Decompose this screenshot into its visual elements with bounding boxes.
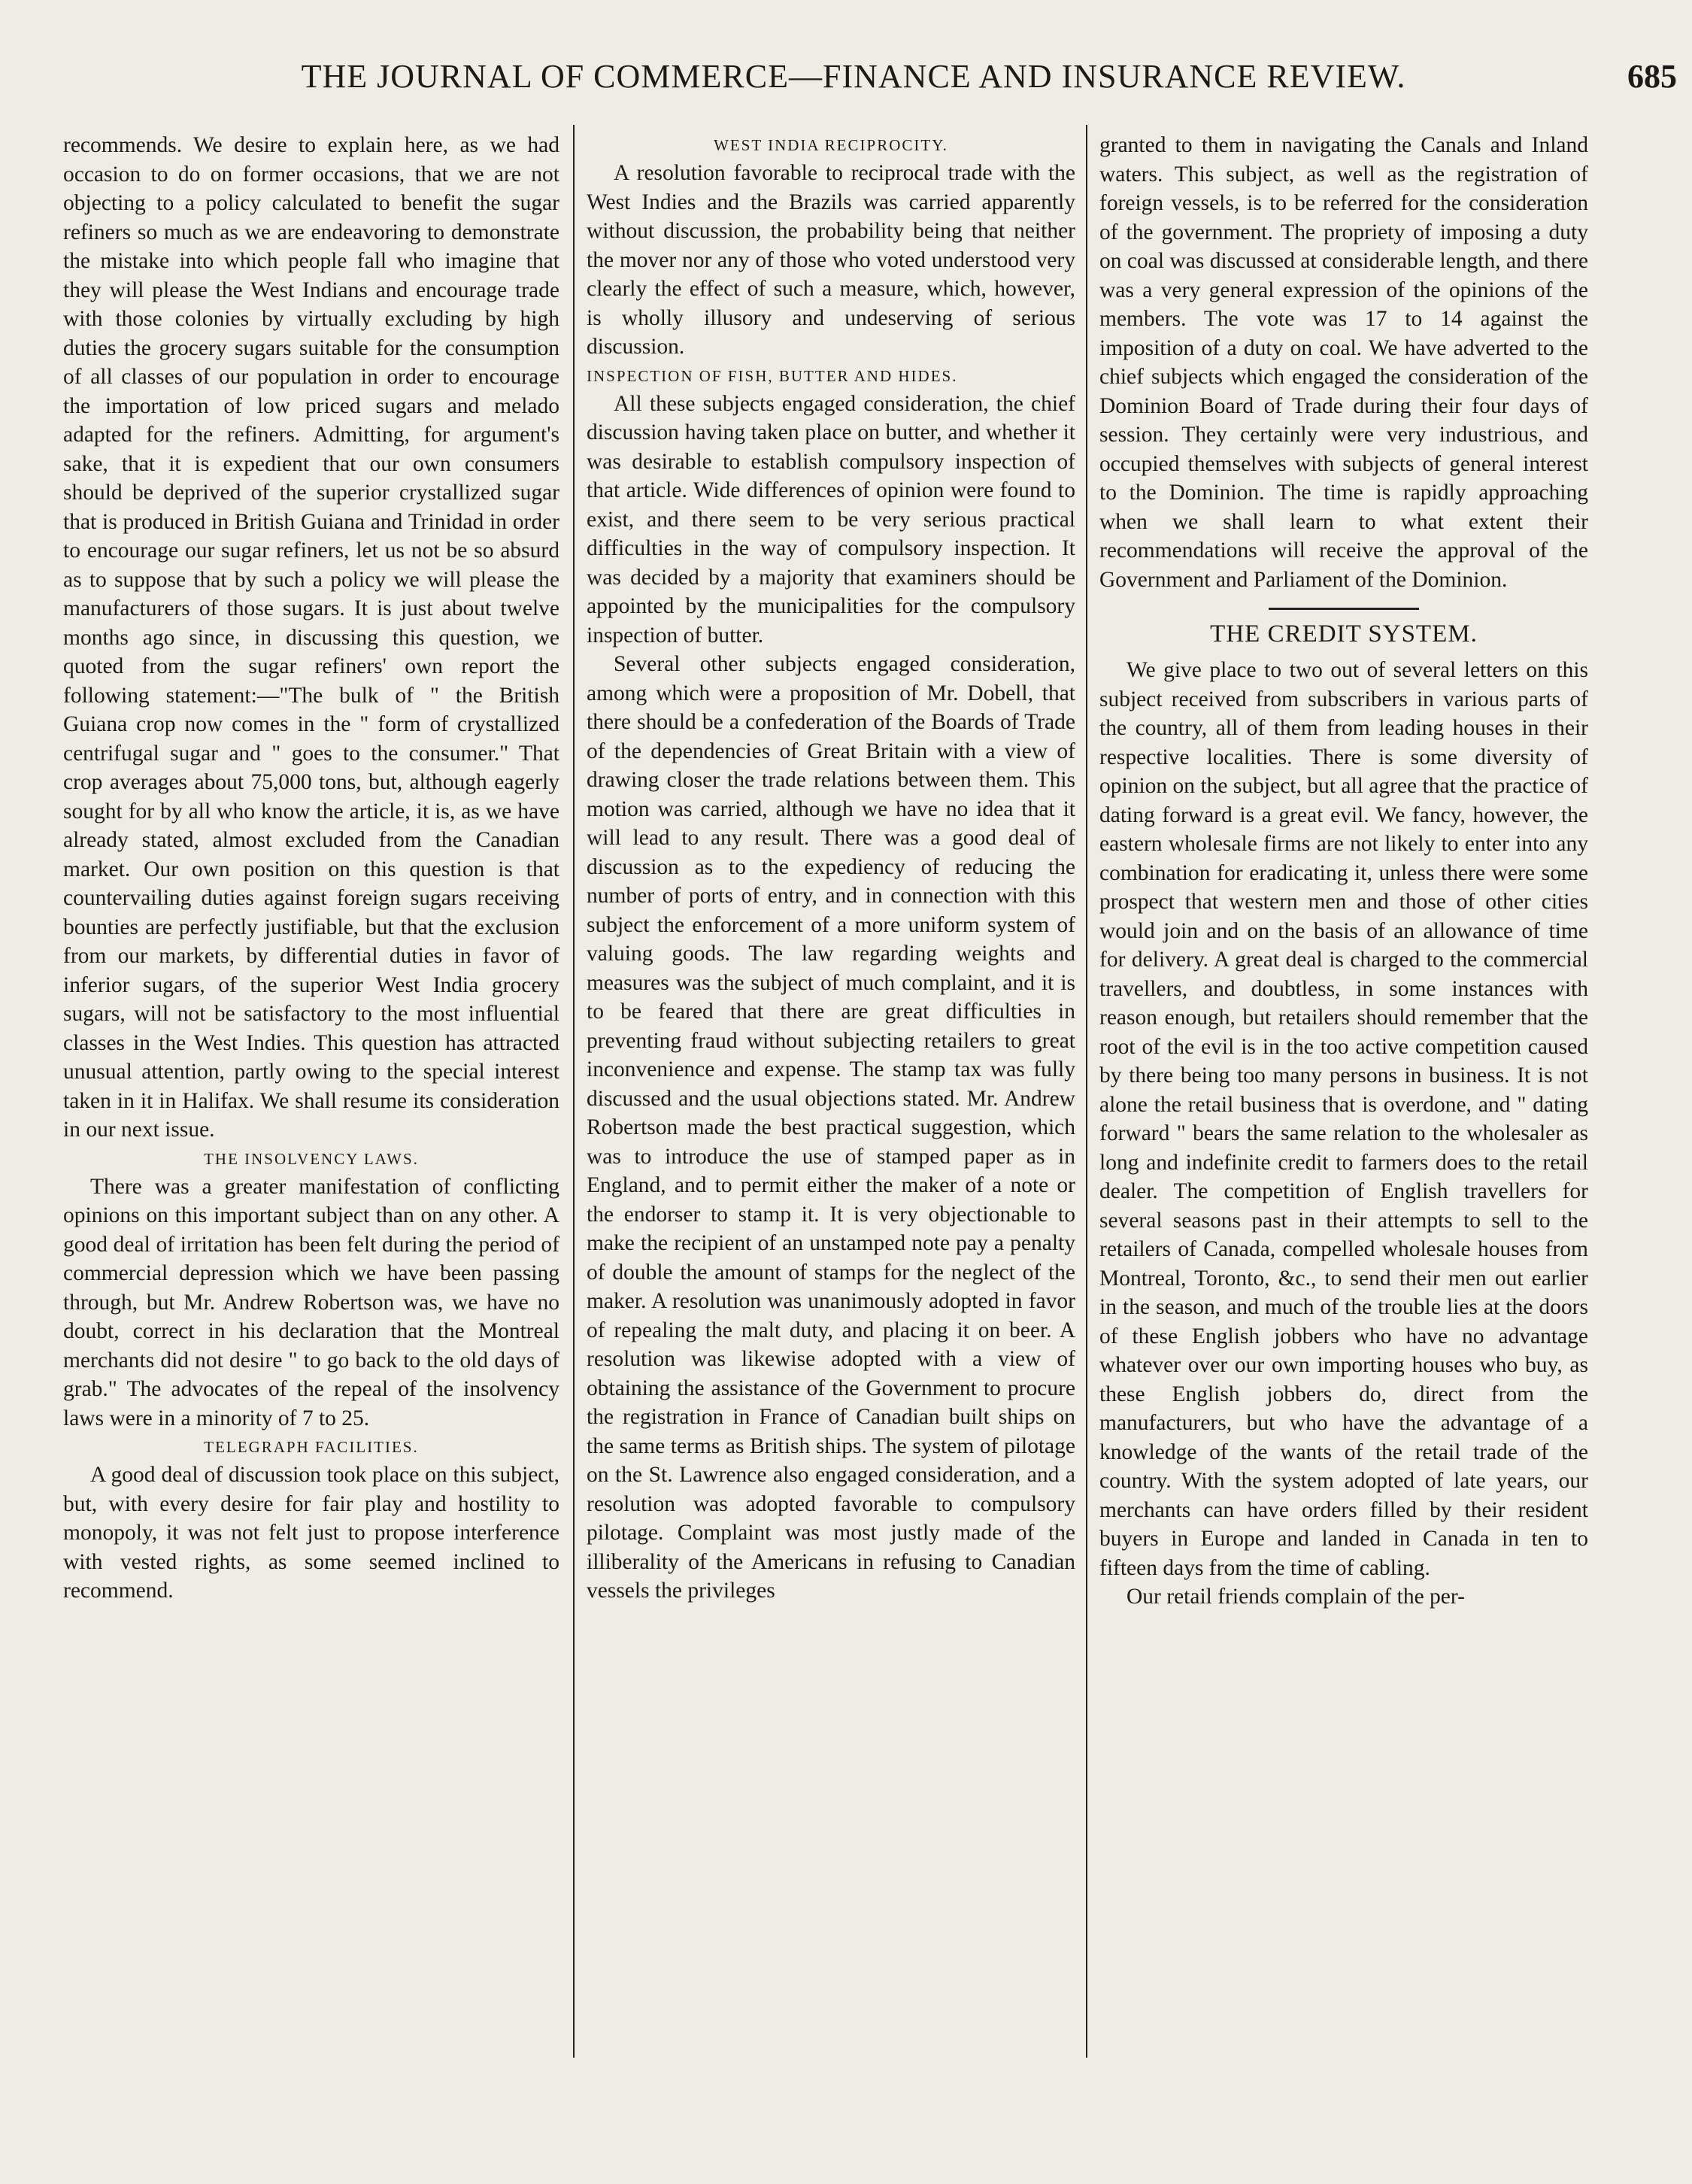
article-paragraph: A resolution favorable to reciprocal trade with the West Indies and the Brazils was carried apparently without discussion, the probability being that neither the mover nor any of those who voted understood very clearly the effect of such a measure, which, however, is wholly illusory and undeserving of serious discussion. bbox=[587, 161, 1075, 359]
article-paragraph: recommends. We desire to explain here, as we had occasion to do on former occasions, that we are not objecting to a policy calculated to benefit the sugar refiners so much as we are endeavoring to demonstrate the mistake into which people fall who imagine that they will please the West Indians and encourage trade with those colonies by virtually excluding by high duties the grocery sugars suitable for the consumption of all classes of our population in order to encourage the importation of low priced sugars and melado adapted for the refiners. Admitting, for argument's sake, that it is expedient that our own consumers should be deprived of the superior crystallized sugar that is produced in British Guiana and Trinidad in order to encourage our sugar refiners, let us not be so absurd as to suppose that by such a policy we will please the manufacturers of those sugars. It is just about twelve months ago since, in discussing this question, we quoted from the sugar refiners' own report the following statement:—"The bulk of " the British Guiana crop now comes in the " form of crystallized centrifugal sugar and " goes to the consumer." That crop averages about 75,000 tons, but, although eagerly sought for by all who know the article, it is, as we have already stated, almost excluded from the Canadian market. Our own position on this question is that countervailing duties against foreign sugars receiving bounties are perfectly justifiable, but that the exclusion from our markets, by differential duties in favor of inferior sugars, of the superior West India grocery sugars, will not be satisfactory to the most influential classes in the West Indies. This question has attracted unusual attention, partly owing to the special interest taken in it in Halifax. We shall resume its consideration in our next issue. bbox=[63, 133, 559, 1142]
column-2 bbox=[587, 131, 1075, 2056]
section-heading: THE CREDIT SYSTEM. bbox=[1210, 620, 1478, 648]
subsection-heading: INSPECTION OF FISH, BUTTER AND HIDES. bbox=[587, 366, 958, 385]
section-divider bbox=[1269, 608, 1419, 610]
journal-title: THE JOURNAL OF COMMERCE—FINANCE AND INSURANCE REVIEW. bbox=[301, 58, 1406, 95]
page-number: 685 bbox=[1627, 58, 1677, 95]
column-divider bbox=[573, 125, 575, 2058]
article-paragraph: Our retail friends complain of the per- bbox=[1126, 1585, 1465, 1609]
article-paragraph: Several other subjects engaged consideration, among which were a proposition of Mr. Dobell, that there should be a confederation of the Boards of Trade of the dependencies of Great Britain with a view of drawing closer the trade relations between them. This motion was carried, although we have no idea that it will lead to any result. There was a good deal of discussion as to the expediency of reducing the number of ports of entry, and in connection with this subject the enforcement of a more uniform system of valuing goods. The law regarding weights and measures was the subject of much complaint, and it is to be feared that there are great difficulties in preventing fraud without subjecting retailers to great inconvenience and expense. The stamp tax was fully discussed and the usual objections stated. Mr. Andrew Robertson made the best practical suggestion, which was to introduce the use of stamped paper as in England, and to permit either the maker of a note or the endorser to stamp it. It is very objectionable to make the recipient of an unstamped note pay a penalty of double the amount of stamps for the neglect of the maker. A resolution was unanimously adopted in favor of repealing the malt duty, and placing it on beer. A resolution was likewise adopted with a view of obtaining the assistance of the Government to procure the registration in France of Canadian built ships on the same terms as British ships. The system of pilotage on the St. Lawrence also engaged consideration, and a resolution was adopted favorable to compulsory pilotage. Complaint was most justly made of the illiberality of the Americans in refusing to Canadian vessels the privileges bbox=[587, 652, 1075, 1603]
article-paragraph: There was a greater manifestation of conflicting opinions on this important subject than on any other. A good deal of irritation has been felt during the period of commercial depression which we have been passing through, but Mr. Andrew Robertson was, we have no doubt, correct in his declaration that the Montreal merchants did not desire " to go back to the old days of grab." The advocates of the repeal of the insolvency laws were in a minority of 7 to 25. bbox=[63, 1174, 559, 1430]
subsection-heading: THE INSOLVENCY LAWS. bbox=[204, 1149, 419, 1168]
column-divider bbox=[1086, 125, 1087, 2058]
article-paragraph: granted to them in navigating the Canals and Inland waters. This subject, as well as the registration of foreign vessels, is to be referred for the consideration of the government. The propriety of imposing a duty on coal was discussed at considerable length, and there was a very general expression of the opinions of the members. The vote was 17 to 14 against the imposition of a duty on coal. We have adverted to the chief subjects which engaged the consideration of the Dominion Board of Trade during their four days of session. They certainly were very industrious, and occupied themselves with subjects of general interest to the Dominion. The time is rapidly approaching when we shall learn to what extent their recommendations will receive the approval of the Government and Parliament of the Dominion. bbox=[1099, 133, 1588, 592]
article-paragraph: A good deal of discussion took place on this subject, but, with every desire for fair play and hostility to monopoly, it was not felt just to propose interference with vested rights, as some seemed inclined to recommend. bbox=[63, 1463, 559, 1603]
page-header bbox=[30, 57, 1677, 102]
subsection-heading: WEST INDIA RECIPROCITY. bbox=[714, 136, 948, 154]
column-1 bbox=[63, 131, 559, 2056]
article-paragraph: We give place to two out of several letters on this subject received from subscribers in various parts of the country, all of them from leading houses in their respective localities. There is some diversity of opinion on the subject, but all agree that the practice of dating forward is a great evil. We fancy, however, the eastern wholesale firms are not likely to enter into any combination for eradicating it, unless there were some prospect that western men and those of other cities would join and on the basis of an allowance of time for delivery. A great deal is charged to the commercial travellers, and doubtless, in some instances with reason enough, but retailers should remember that the root of the evil is in the too active competition caused by there being too many persons in business. It is not alone the retail business that is overdone, and " dating forward " bears the same relation to the wholesaler as long and indefinite credit to farmers does to the retail dealer. The competition of English travellers for several seasons past in their attempts to sell to the retailers of Canada, compelled wholesale houses from Montreal, Toronto, &c., to send their men out earlier in the season, and much of the trouble lies at the doors of these English jobbers who have no advantage whatever over our own importing houses who buy, as these English jobbers do, direct from the manufacturers, but who have the advantage of a knowledge of the wants of the retail trade of the country. With the system adopted of late years, our merchants can have orders filled by their resident buyers in Europe and landed in Canada in ten to fifteen days from the time of cabling. bbox=[1099, 658, 1588, 1580]
subsection-heading: TELEGRAPH FACILITIES. bbox=[204, 1438, 419, 1456]
article-paragraph: All these subjects engaged consideration, the chief discussion having taken place on butter, and whether it was desirable to establish compulsory inspection of that article. Wide differences of opinion were found to exist, and there seem to be very serious practical difficulties in the way of compulsory inspection. It was decided by a majority that examiners should be appointed by the municipalities for the compulsory inspection of butter. bbox=[587, 391, 1075, 648]
column-3 bbox=[1099, 131, 1588, 2056]
